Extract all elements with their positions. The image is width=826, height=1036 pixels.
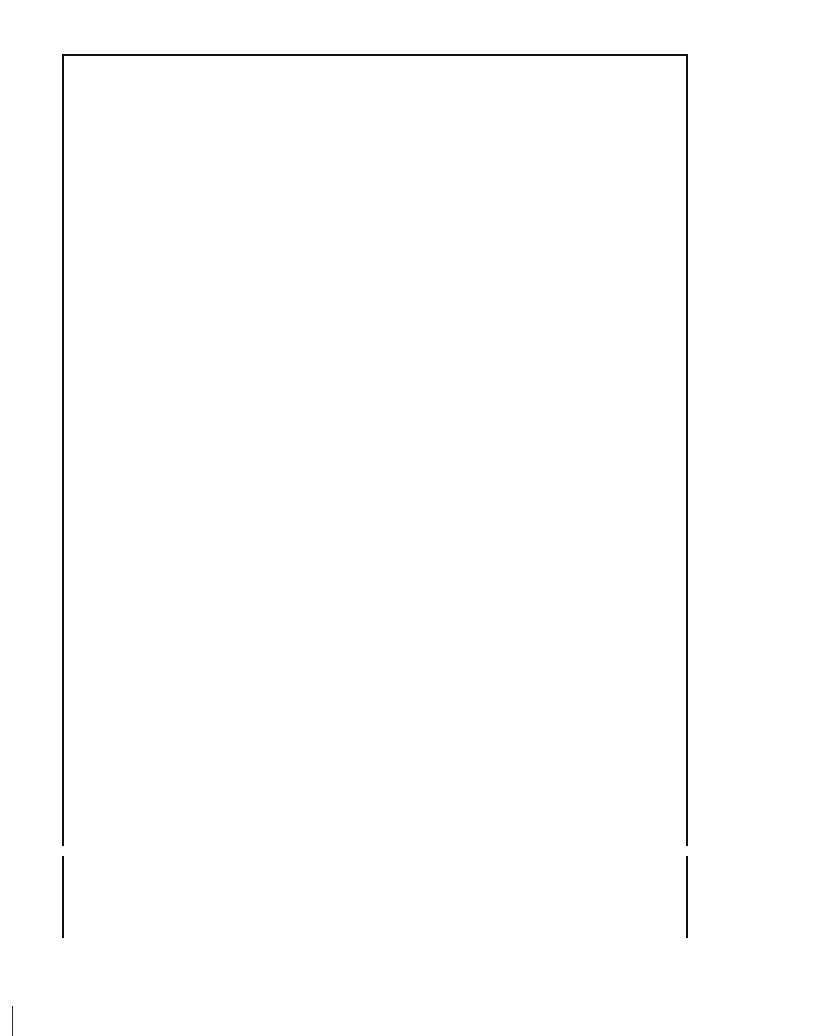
- passage-text-top: [86, 58, 664, 842]
- passage-box-bottom: [62, 856, 688, 938]
- margin-line: [12, 1006, 13, 1036]
